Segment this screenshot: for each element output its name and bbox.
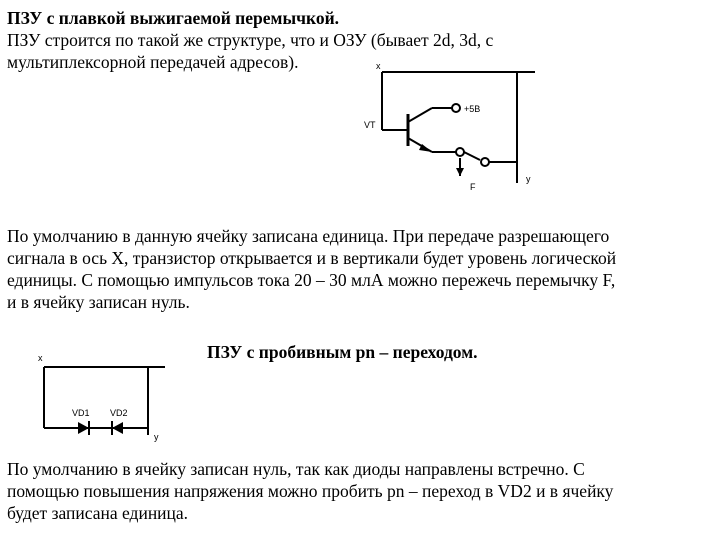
circuit1-vt-label: VT [364, 120, 376, 130]
paragraph-line: По умолчанию в данную ячейку записана единица. При передаче разрешающего [7, 226, 610, 246]
intro-text [7, 29, 707, 73]
circuit2-x-label: x [38, 353, 43, 363]
circuit1-supply-label: +5В [464, 104, 481, 114]
paragraph-line: и в ячейку записан нуль. [7, 292, 190, 312]
circuit1-fuse-label: F [470, 182, 476, 192]
circuit2-vd1-label: VD1 [72, 408, 90, 418]
diode-cell-circuit [30, 350, 170, 450]
paragraph-line: будет записана единица. [7, 503, 189, 523]
paragraph-fuse-explanation [7, 225, 713, 313]
paragraph-line: сигнала в ось X, транзистор открывается и в вертикали будет уровень логической [7, 248, 617, 268]
circuit2-vd2-label: VD2 [110, 408, 128, 418]
paragraph-pn-explanation [7, 458, 713, 524]
paragraph-line: По умолчанию в ячейку записан нуль, так как диоды направлены встречно. С [7, 459, 585, 479]
intro-line: ПЗУ строится по такой же структуре, что и ОЗУ (бывает 2d, 3d, с [7, 30, 494, 50]
circuit1-y-label: y [526, 174, 531, 184]
heading-fuse-rom: ПЗУ с плавкой выжигаемой перемычкой. [7, 8, 340, 28]
circuit1-x-label: x [376, 61, 381, 71]
fuse-cell-circuit [360, 58, 540, 203]
paragraph-line: помощью повышения напряжения можно пробить pn – переход в VD2 и в ячейку [7, 481, 614, 501]
heading-pn-rom: ПЗУ с пробивным pn – переходом. [207, 342, 478, 362]
circuit2-y-label: y [154, 432, 159, 442]
paragraph-line: единицы. С помощью импульсов тока 20 – 30 млА можно пережечь перемычку F, [7, 270, 616, 290]
intro-line: мультиплексорной передачей адресов). [7, 52, 299, 72]
